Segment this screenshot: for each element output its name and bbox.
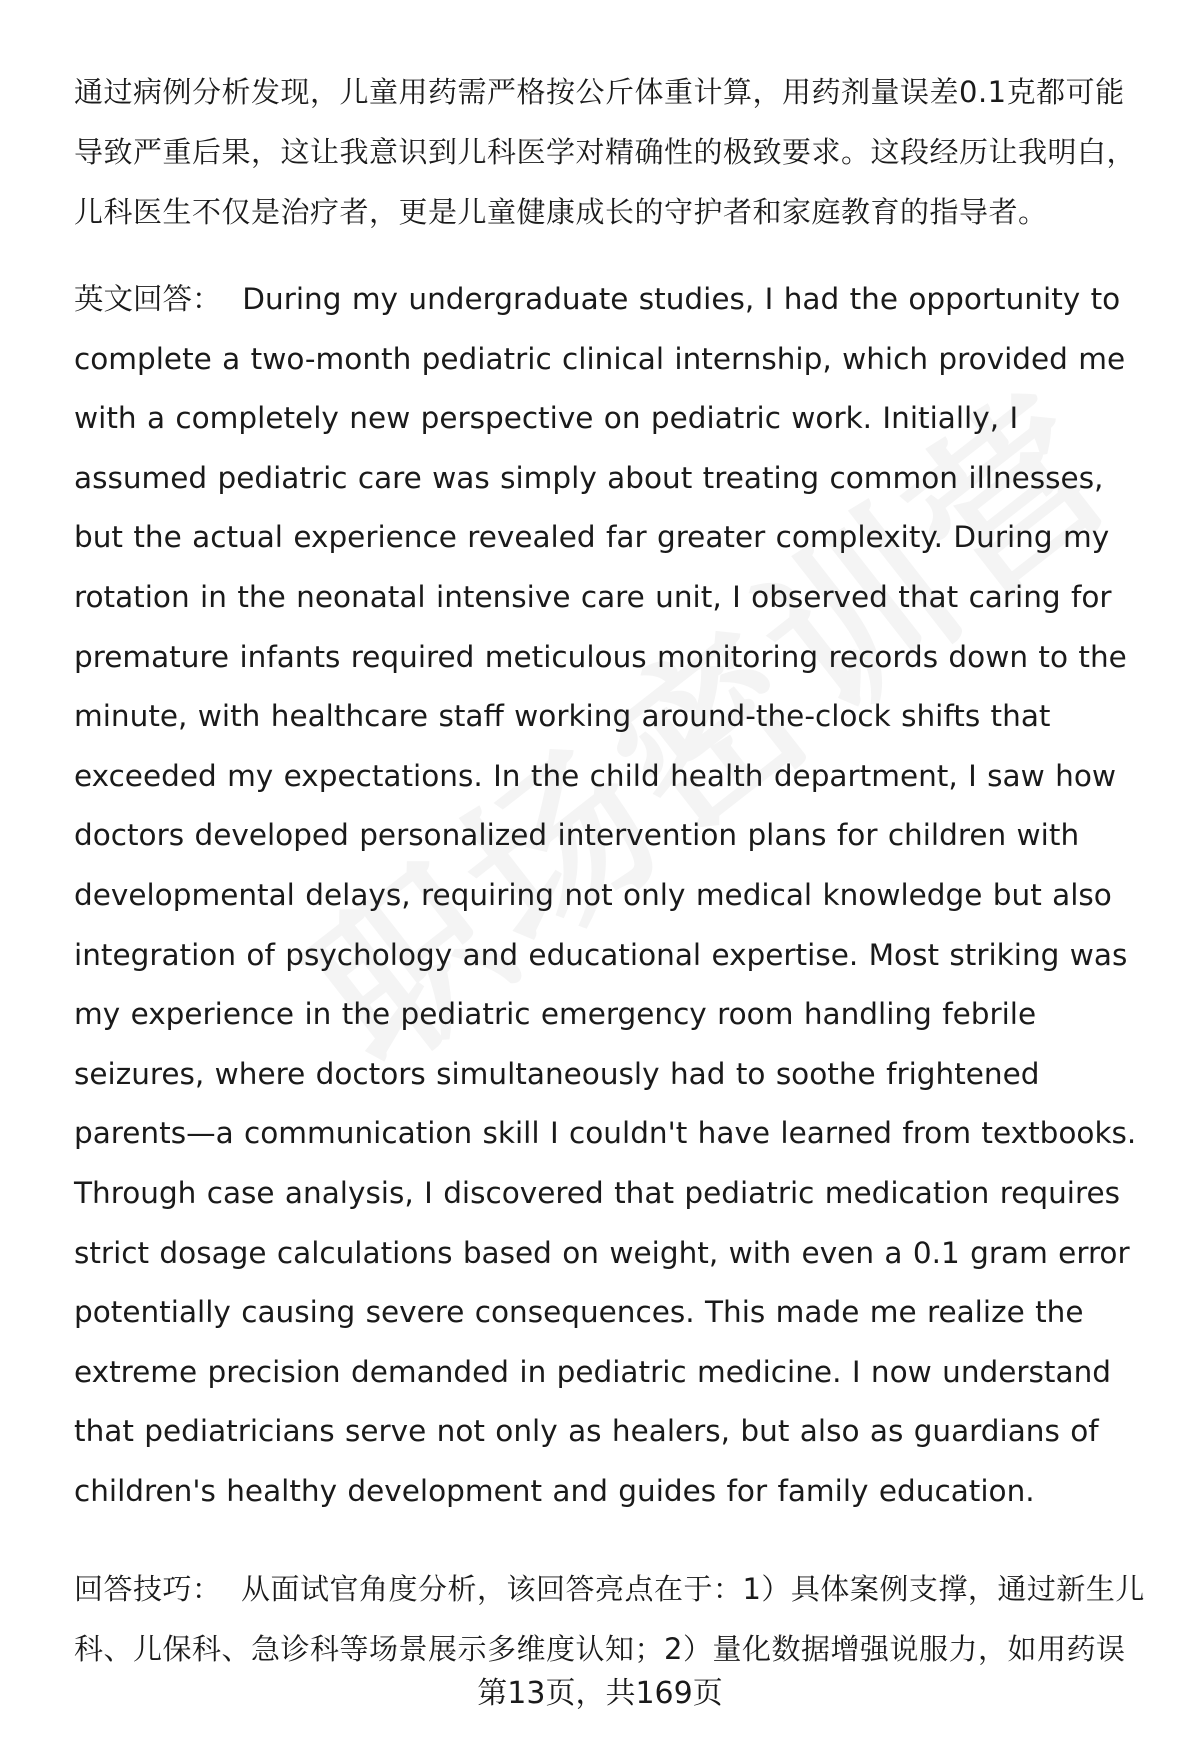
- chinese-answer-continuation: 通过病例分析发现，儿童用药需严格按公斤体重计算，用药剂量误差0.1克都可能导致严重后果，这让我意识到儿科医学对精确性的极致要求。这段经历让我明白，儿科医生不仅是治疗者，更是儿童健康成长的守护者和家庭教育的指导者。: [74, 75, 1137, 229]
- page-number: 第13页，共169页: [477, 1676, 723, 1711]
- answer-tips-text: 从面试官角度分析，该回答亮点在于：1）具体案例支撑，通过新生儿科、儿保科、急诊科等场景展示多维度认知；2）量化数据增强说服力，如用药误: [74, 1572, 1145, 1667]
- answer-tips-label: 回答技巧：: [74, 1572, 222, 1607]
- english-answer-text: During my undergraduate studies, I had the opportunity to complete a two-month pediatric clinical internship, which provided me with a completely new perspective on pediatric work. Initially, I assumed pediatric care was simply about treating common illnesses, but the actual experience revealed far greater complexity. During my rotation in the neonatal intensive care unit, I observed that caring for premature infants required meticulous monitoring records down to the minute, with healthcare staff working around-the-clock shifts that exceeded my expectations. In the child health department, I saw how doctors developed personalized intervention plans for children with developmental delays, requiring not only medical knowledge but also integration of psychology and educational expertise. Most striking was my experience in the pediatric emergency room handling febrile seizures, where doctors simultaneously had to soothe frightened parents—a communication skill I couldn't have learned from textbooks. Through case analysis, I discovered that pediatric medication requires strict dosage calculations based on weight, with even a 0.1 gram error potentially causing severe consequences. This made me realize the extreme precision demanded in pediatric medicine. I now understand that pediatricians serve not only as healers, but also as guardians of children's healthy development and guides for family education.: [74, 282, 1137, 1508]
- english-answer-label: 英文回答：: [74, 282, 222, 316]
- english-answer-paragraph: [74, 270, 1154, 1521]
- document-body: [74, 62, 1154, 1679]
- answer-tips-paragraph: [74, 1559, 1154, 1679]
